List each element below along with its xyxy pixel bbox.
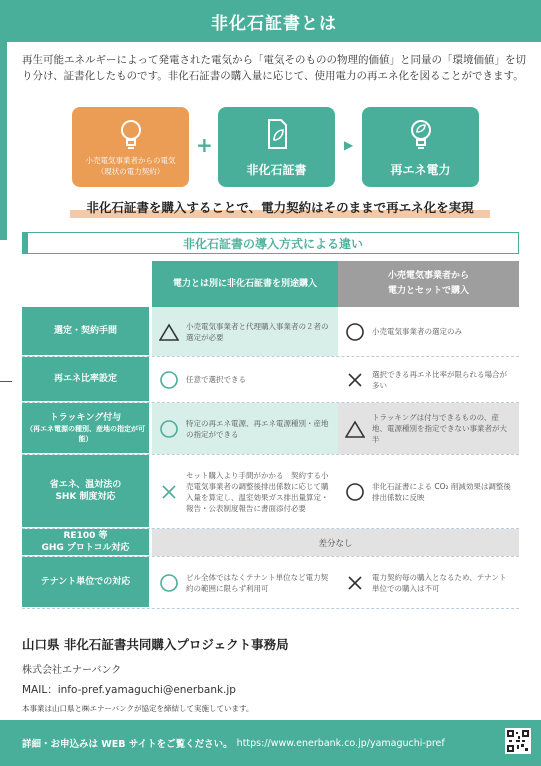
cell-text: 特定の再エネ電源、再エネ電源種別・産地の指定ができる <box>186 418 329 439</box>
table-row <box>22 455 519 529</box>
no-difference-cell: 差分なし <box>152 529 519 556</box>
row-label-main: 省エネ、温対法の <box>49 480 122 490</box>
row-label: 選定・契約手間 <box>22 307 149 356</box>
table-row <box>22 357 519 403</box>
renewable-power-box <box>362 107 479 187</box>
triangle-icon <box>344 418 366 440</box>
cell-text: 非化石証書による CO₂ 削減効果は調整後排出係数に反映 <box>372 481 511 502</box>
mail-address[interactable]: MAIL：info-pref.yamaguchi@enerbank.jp <box>22 684 236 696</box>
bottom-bar <box>0 720 541 766</box>
col-header-separate: 電力とは別に非化石証書を別途購入 <box>152 261 338 307</box>
row-label-main: RE100 等 <box>63 531 108 541</box>
company-name: 株式会社エナーバンク <box>22 665 122 676</box>
cross-icon <box>344 572 366 594</box>
table-corner <box>22 261 149 307</box>
lightbulb-icon <box>116 117 146 151</box>
current-electricity-box <box>72 107 189 187</box>
row-label: 再エネ比率設定 <box>22 357 149 402</box>
table-row <box>22 403 519 455</box>
box1-label-line1: 小売電気事業者からの電気 <box>85 156 176 165</box>
cell-text: 選択できる再エネ比率が限られる場合が多い <box>372 369 507 390</box>
cell-text: セット購入より手間がかかる 契約する小売電気事業者の調整後排出係数に応じて購入量を算定し、温室効果ガス排出量算定・報告・公表制度報告に書面添付必要 <box>186 470 329 513</box>
triangle-icon <box>158 321 180 343</box>
cell-text: 小売電気事業者と代理購入事業者の２者の選定が必要 <box>186 321 329 342</box>
fold-mark <box>0 381 12 382</box>
circle-icon <box>158 369 180 391</box>
cell-text: 電力契約毎の購入となるため、テナント単位での購入は不可 <box>372 572 507 593</box>
row-label-line2: SHK 制度対応 <box>55 492 116 502</box>
intro-text: 再生可能エネルギーによって発電された電気から「電気そのものの物理的価値」と同量の「環境価値」を切り分け、証書化したものです。非化石証書の購入量に応じて、使用電力の再エネ化を図ることができます。 <box>22 54 526 82</box>
cell-text: 任意で選択できる <box>186 375 246 384</box>
box1-label-line2: （現状の電力契約） <box>96 167 165 176</box>
leaf-lightbulb-icon <box>406 117 436 151</box>
row-label <box>22 529 149 556</box>
qr-code-icon[interactable] <box>505 728 531 754</box>
row-label <box>22 403 149 454</box>
leaf-document-icon <box>262 117 292 151</box>
table-row <box>22 557 519 609</box>
comparison-table <box>22 261 519 609</box>
cell-text: ビル全体ではなくテナント単位など電力契約の範囲に限らず利用可 <box>186 572 329 593</box>
tagline: 非化石証書を購入することで、電力契約はそのままで再エネ化を実現 <box>70 198 490 218</box>
row-label-sub: （再エネ電源の種別、産地の指定が可能） <box>26 425 145 443</box>
col-header-bundled-line2: 電力とセットで購入 <box>387 286 469 296</box>
cta-text: 詳細・お申込みは WEB サイトをご覧ください。 <box>22 739 233 750</box>
circle-icon <box>158 572 180 594</box>
table-header-row <box>22 261 519 307</box>
cross-icon <box>158 481 180 503</box>
section-heading: 非化石証書の導入方式による違い <box>22 232 519 254</box>
row-label-main: トラッキング付与 <box>49 413 122 423</box>
certificate-box <box>218 107 335 187</box>
circle-icon <box>344 321 366 343</box>
arrow-right-icon: ▶ <box>344 138 354 152</box>
website-link[interactable]: https://www.enerbank.co.jp/yamaguchi-pref <box>236 737 445 749</box>
table-row <box>22 307 519 357</box>
table-row <box>22 529 519 557</box>
agreement-note: 本事業は山口県と㈱エナーバンクが協定を締結して実施しています。 <box>22 704 254 713</box>
page-title: 非化石証書とは <box>7 0 541 42</box>
cell-text: トラッキングは付与できるものの、産地、電源種別を指定できない事業者が大半 <box>372 413 507 444</box>
row-label <box>22 455 149 528</box>
cell-text: 小売電気事業者の選定のみ <box>372 327 462 336</box>
organization-name: 山口県 非化石証書共同購入プロジェクト事務局 <box>22 637 289 652</box>
cross-icon <box>344 369 366 391</box>
contact-info <box>22 635 519 714</box>
left-accent-stripe <box>0 0 7 240</box>
circle-icon <box>158 418 180 440</box>
col-header-bundled-line1: 小売電気事業者から <box>387 271 469 281</box>
plus-icon: + <box>196 133 213 157</box>
certificate-label: 非化石証書 <box>246 163 307 177</box>
renewable-power-label: 再エネ電力 <box>390 163 451 177</box>
col-header-bundled <box>338 261 519 307</box>
row-label: テナント単位での対応 <box>22 557 149 608</box>
row-label-line2: GHG プロトコル対応 <box>41 543 130 553</box>
circle-icon <box>344 481 366 503</box>
